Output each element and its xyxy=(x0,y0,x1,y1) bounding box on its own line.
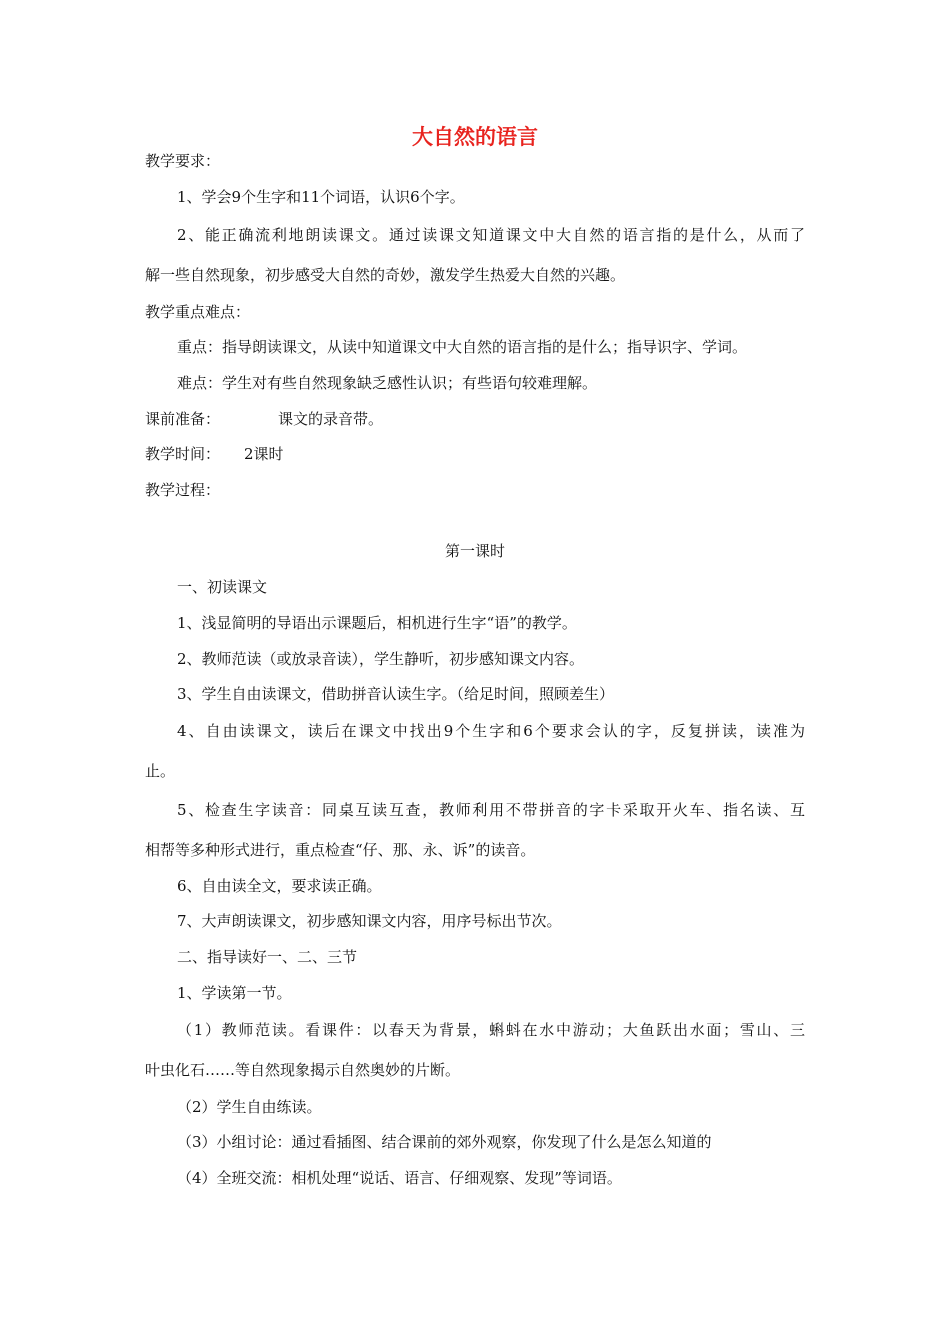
step-item: 1、浅显简明的导语出示课题后，相机进行生字“语”的教学。 xyxy=(177,614,577,632)
sub-step-item: （3）小组讨论：通过看插图、结合课前的郊外观察，你发现了什么是怎么知道的 xyxy=(177,1133,712,1151)
sub-step-item: （1）教师范读。看课件：以春天为背景，蝌蚪在水中游动；大鱼跃出水面；雪山、三 xyxy=(177,1021,805,1039)
requirement-item: 1、学会9个生字和11个词语，认识6个字。 xyxy=(177,188,465,206)
sub-step-item-continuation: 叶虫化石……等自然现象揭示自然奥妙的片断。 xyxy=(145,1061,461,1079)
requirement-item: 2、能正确流利地朗读课文。通过读课文知道课文中大自然的语言指的是什么，从而了 xyxy=(177,226,805,244)
key-point: 重点：指导朗读课文，从读中知道课文中大自然的语言指的是什么；指导识字、学词。 xyxy=(177,338,748,356)
key-points-heading: 教学重点难点： xyxy=(145,303,251,321)
time-value: 2课时 xyxy=(244,445,284,463)
step-item: 7、大声朗读课文，初步感知课文内容，用序号标出节次。 xyxy=(177,912,562,930)
process-heading: 教学过程： xyxy=(145,481,221,499)
sub-step-item: （2）学生自由练读。 xyxy=(177,1098,322,1116)
step-item: 6、自由读全文，要求读正确。 xyxy=(177,877,382,895)
time-label: 教学时间： xyxy=(145,445,221,463)
document-title: 大自然的语言 xyxy=(412,125,538,149)
step-item: 4、自由读课文，读后在课文中找出9个生字和6个要求会认的字，反复拼读，读准为 xyxy=(177,722,805,740)
step-item-continuation: 相帮等多种形式进行，重点检查“仔、那、永、诉”的读音。 xyxy=(145,841,536,859)
requirement-item-continuation: 解一些自然现象，初步感受大自然的奇妙，激发学生热爱大自然的兴趣。 xyxy=(145,266,626,284)
requirements-heading: 教学要求： xyxy=(145,152,221,170)
preparation-value: 课文的录音带。 xyxy=(278,410,384,428)
step-item: 3、学生自由读课文，借助拼音认读生字。（给足时间，照顾差生） xyxy=(177,685,615,703)
step-item: 5、检查生字读音：同桌互读互查，教师利用不带拼音的字卡采取开火车、指名读、互 xyxy=(177,801,805,819)
step-item: 1、学读第一节。 xyxy=(177,984,292,1002)
section-heading: 二、指导读好一、二、三节 xyxy=(177,948,358,966)
step-item: 2、教师范读（或放录音读），学生静听，初步感知课文内容。 xyxy=(177,650,585,668)
preparation-label: 课前准备： xyxy=(145,410,221,428)
step-item-continuation: 止。 xyxy=(145,762,176,780)
section-heading: 一、初读课文 xyxy=(177,578,268,596)
difficult-point: 难点：学生对有些自然现象缺乏感性认识；有些语句较难理解。 xyxy=(177,374,598,392)
lesson-heading: 第一课时 xyxy=(444,542,505,560)
sub-step-item: （4）全班交流：相机处理“说话、语言、仔细观察、发现”等词语。 xyxy=(177,1169,622,1187)
